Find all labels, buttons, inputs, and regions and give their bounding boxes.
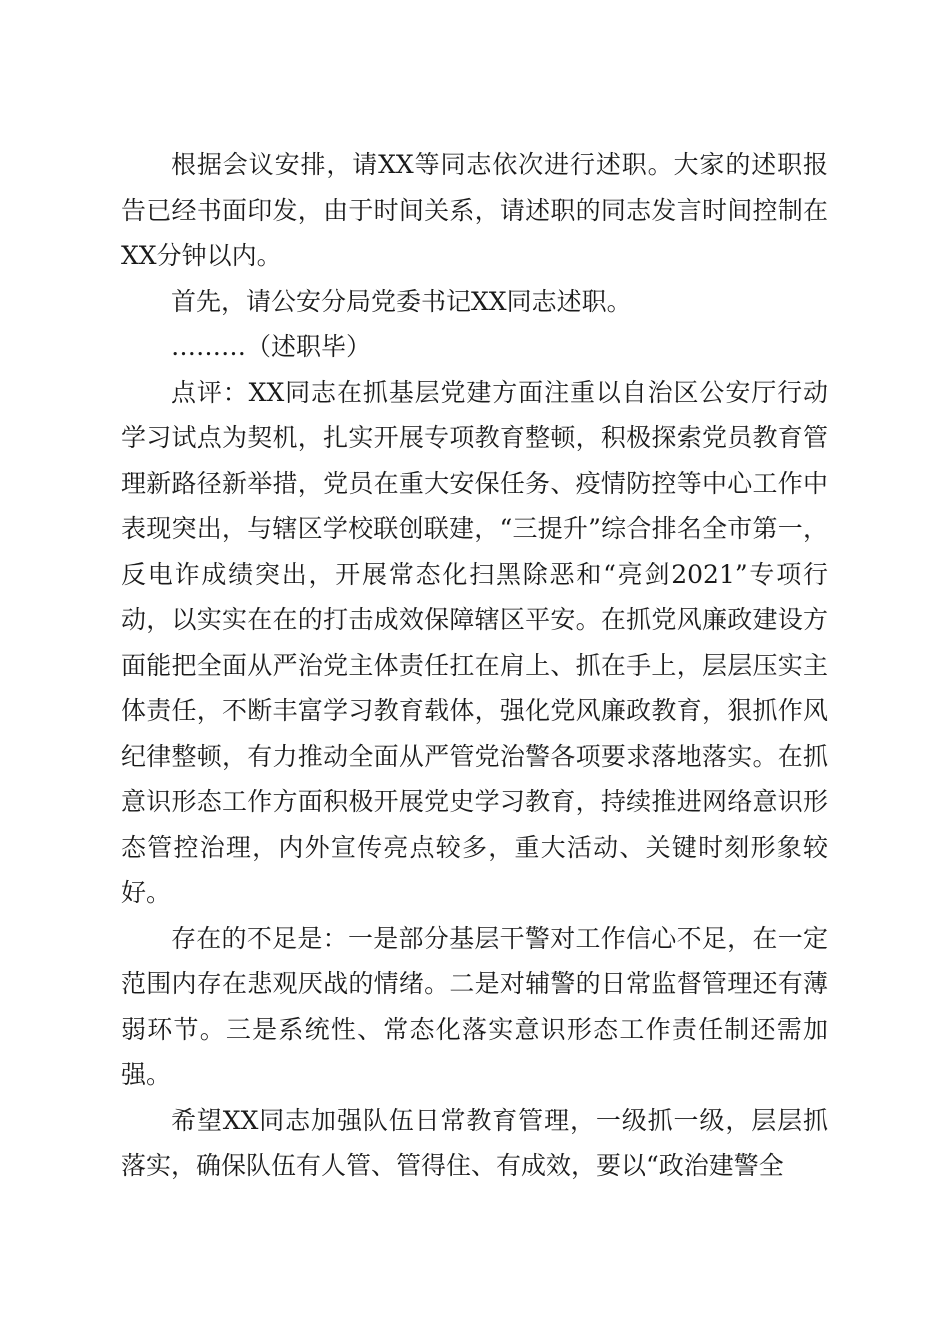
document-body (121, 142, 828, 1189)
paragraph-report-end: ………（述职毕） (171, 332, 372, 361)
paragraph-comment: 点评：XX同志在抓基层党建方面注重以自治区公安厅行动学习试点为契机，扎实开展专项教育整顿，积极探索党员教育管理新路径新举措，党员在重大安保任务、疫情防控等中心工作中表现突出，与辖区学校联创联建，“三提升”综合排名全市第一，反电诈成绩突出，开展常态化扫黑除恶和“亮剑2021”专项行动，以实实在在的打击成效保障辖区平安。在抓党风廉政建设方面能把全面从严治党主体责任扛在肩上、抓在手上，层层压实主体责任，不断丰富学习教育载体，强化党风廉政教育，狠抓作风纪律整顿，有力推动全面从严管党治警各项要求落地落实。在抓意识形态工作方面积极开展党史学习教育，持续推进网络意识形态管控治理，内外宣传亮点较多，重大活动、关键时刻形象较好。 (121, 377, 828, 907)
paragraph-hopes: 希望XX同志加强队伍日常教育管理，一级抓一级，层层抓落实，确保队伍有人管、管得住、有成效，要以“政治建警全 (121, 1105, 828, 1180)
paragraph-first-speaker: 首先，请公安分局党委书记XX同志述职。 (171, 286, 632, 316)
paragraph-shortcomings: 存在的不足是：一是部分基层干警对工作信心不足，在一定范围内存在悲观厌战的情绪。二是对辅警的日常监督管理还有薄弱环节。三是系统性、常态化落实意识形态工作责任制还需加强。 (121, 923, 828, 1089)
paragraph-arrangement: 根据会议安排，请XX等同志依次进行述职。大家的述职报告已经书面印发，由于时间关系，请述职的同志发言时间控制在XX分钟以内。 (121, 150, 828, 270)
